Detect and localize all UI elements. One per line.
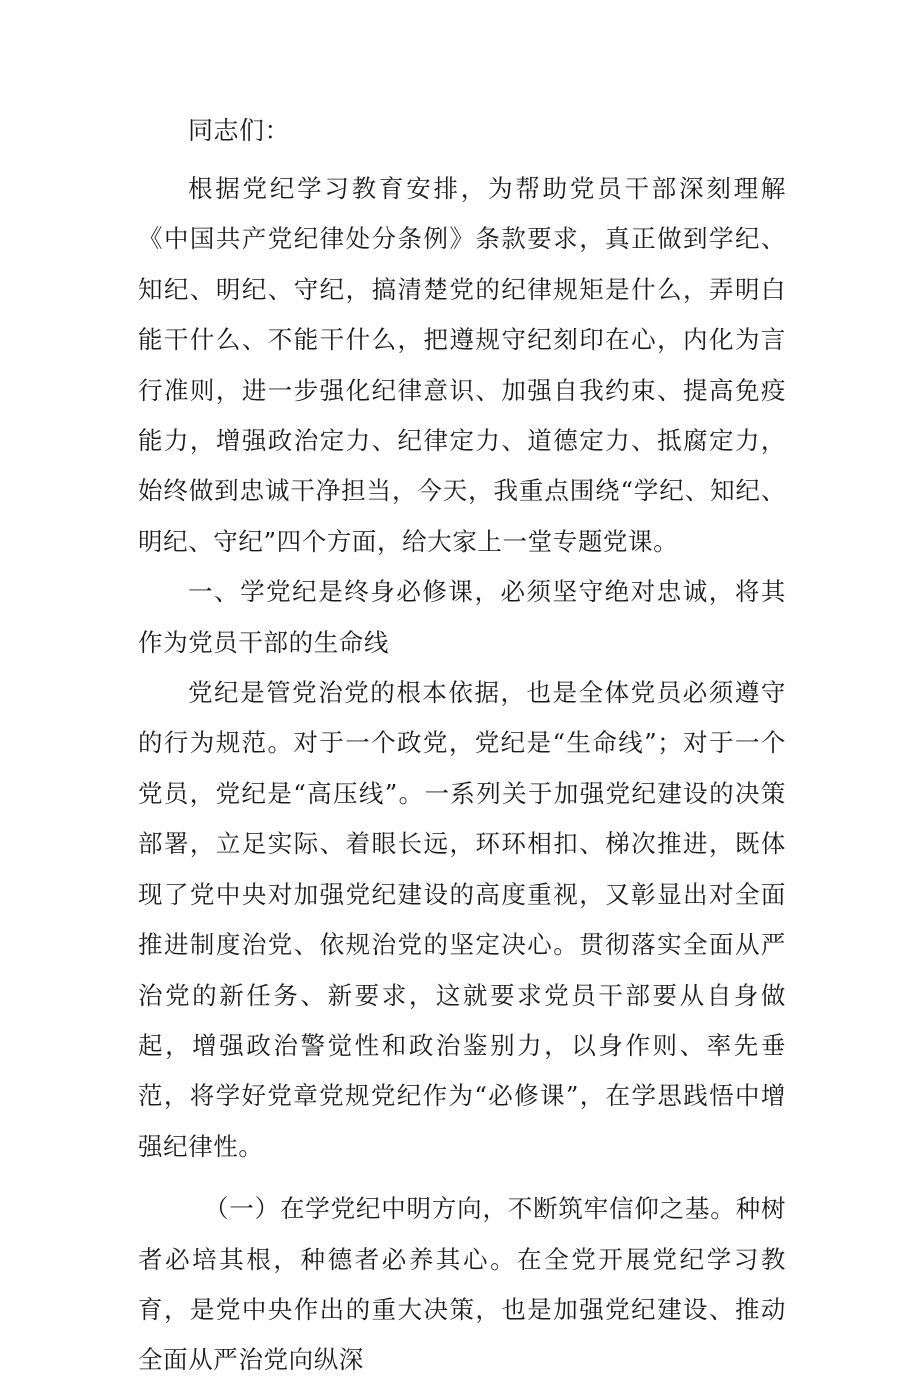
document-body	[138, 112, 786, 1386]
section-heading: 一、学党纪是终身必修课，必须坚守绝对忠诚，将其作为党员干部的生命线	[138, 577, 786, 657]
subsection-paragraph: （一）在学党纪中明方向，不断筑牢信仰之基。种树者必培其根，种德者必养其心。在全党开展党纪学习教育，是党中央作出的重大决策，也是加强党纪建设、推动全面从严治党向纵深	[138, 1194, 786, 1375]
body-paragraph: 党纪是管党治党的根本依据，也是全体党员必须遵守的行为规范。对于一个政党，党纪是“生命线”；对于一个党员，党纪是“高压线”。一系列关于加强党纪建设的决策部署，立足实际、着眼长远，环环相扣、梯次推进，既体现了党中央对加强党纪建设的高度重视，又彰显出对全面推进制度治党、依规治党的坚定决心。贯彻落实全面从严治党的新任务、新要求，这就要求党员干部要从自身做起，增强政治警觉性和政治鉴别力，以身作则、率先垂范，将学好党章党规党纪作为“必修课”，在学思践悟中增强纪律性。	[138, 678, 786, 1161]
intro-paragraph: 根据党纪学习教育安排，为帮助党员干部深刻理解《中国共产党纪律处分条例》条款要求，真正做到学纪、知纪、明纪、守纪，搞清楚党的纪律规矩是什么，弄明白能干什么、不能干什么，把遵规守纪刻印在心，内化为言行准则，进一步强化纪律意识、加强自我约束、提高免疫能力，增强政治定力、纪律定力、道德定力、抵腐定力，始终做到忠诚干净担当，今天，我重点围绕“学纪、知纪、明纪、守纪”四个方面，给大家上一堂专题党课。	[138, 174, 786, 556]
salutation: 同志们：	[188, 116, 291, 145]
